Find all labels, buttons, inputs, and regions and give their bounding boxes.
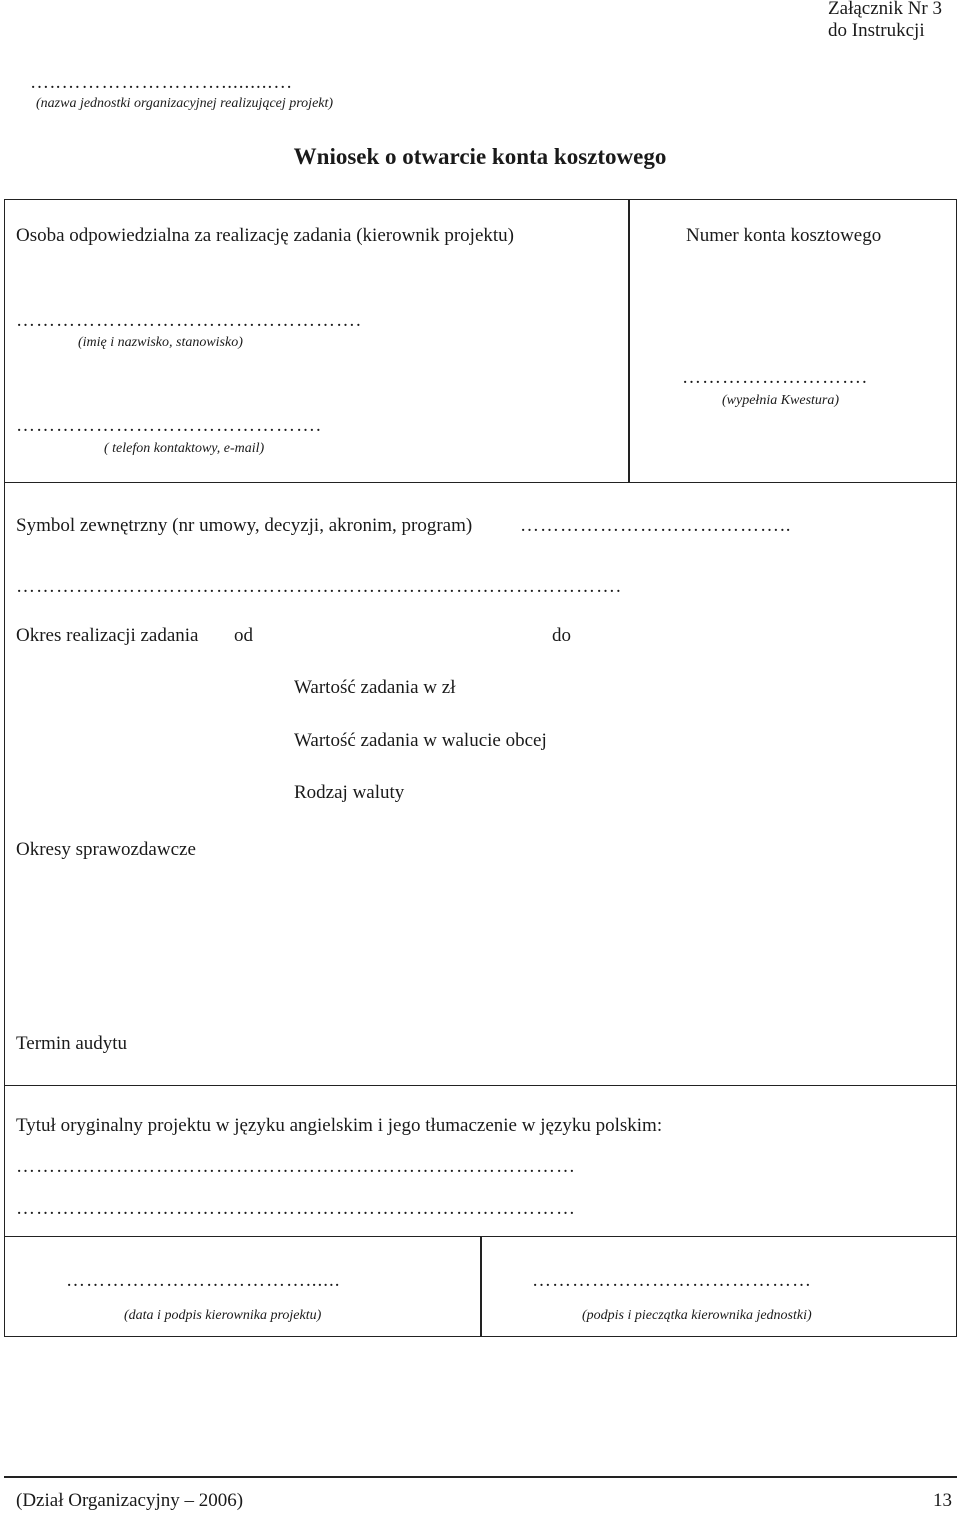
unit-head-signature-dots[interactable]: …………………………………… bbox=[532, 1270, 812, 1291]
footer-rule bbox=[4, 1476, 957, 1478]
phone-field-dots[interactable]: ………………………………………. bbox=[16, 415, 322, 436]
task-details-box bbox=[4, 482, 957, 1086]
period-from-label: od bbox=[234, 625, 253, 646]
attachment-line-1: Załącznik Nr 3 bbox=[828, 0, 942, 19]
signatures-divider bbox=[480, 1236, 482, 1337]
phone-field-caption: ( telefon kontaktowy, e-mail) bbox=[104, 441, 265, 456]
manager-signature-caption: (data i podpis kierownika projektu) bbox=[124, 1308, 322, 1323]
page-number: 13 bbox=[933, 1490, 952, 1511]
value-pln-label: Wartość zadania w zł bbox=[294, 677, 456, 698]
name-field-caption: (imię i nazwisko, stanowisko) bbox=[78, 335, 243, 350]
unit-name-caption: (nazwa jednostki organizacyjnej realizującej projekt) bbox=[36, 96, 334, 111]
unit-name-dots: …..…………………….........… bbox=[30, 72, 294, 93]
project-title-label: Tytuł oryginalny projektu w języku angielskim i jego tłumaczenie w języku polskim: bbox=[16, 1115, 663, 1136]
attachment-line-2: do Instrukcji bbox=[828, 20, 925, 41]
external-symbol-dots[interactable]: ………………………………….. bbox=[520, 515, 792, 536]
account-number-caption: (wypełnia Kwestura) bbox=[722, 393, 840, 408]
unit-head-signature-caption: (podpis i pieczątka kierownika jednostki) bbox=[582, 1308, 812, 1323]
currency-type-label: Rodzaj waluty bbox=[294, 782, 405, 803]
account-number-label: Numer konta kosztowego bbox=[686, 225, 882, 246]
responsible-person-label: Osoba odpowiedzialna za realizację zadania (kierownik projektu) bbox=[16, 225, 514, 246]
name-field-dots[interactable]: ……………………………………………. bbox=[16, 310, 362, 331]
project-title-dots-2[interactable]: ………………………………………………………………………… bbox=[16, 1198, 576, 1219]
reporting-periods-label: Okresy sprawozdawcze bbox=[16, 839, 196, 860]
project-title-dots-1[interactable]: ………………………………………………………………………… bbox=[16, 1156, 576, 1177]
account-number-dots[interactable]: ………………………. bbox=[682, 367, 868, 388]
realization-period-label: Okres realizacji zadania bbox=[16, 625, 199, 646]
audit-date-label: Termin audytu bbox=[16, 1033, 128, 1054]
form-title: Wniosek o otwarcie konta kosztowego bbox=[293, 144, 667, 169]
period-to-label: do bbox=[552, 625, 571, 646]
external-symbol-label: Symbol zewnętrzny (nr umowy, decyzji, akronim, program) bbox=[16, 515, 473, 536]
attachment-label bbox=[828, 0, 942, 42]
footer-department: (Dział Organizacyjny – 2006) bbox=[16, 1490, 244, 1511]
box-divider bbox=[628, 199, 630, 483]
external-symbol-dots-line-2[interactable]: ………………………………………………………………………………. bbox=[16, 576, 622, 597]
manager-signature-dots[interactable]: ………………………………...... bbox=[66, 1270, 341, 1291]
value-foreign-label: Wartość zadania w walucie obcej bbox=[294, 730, 547, 751]
